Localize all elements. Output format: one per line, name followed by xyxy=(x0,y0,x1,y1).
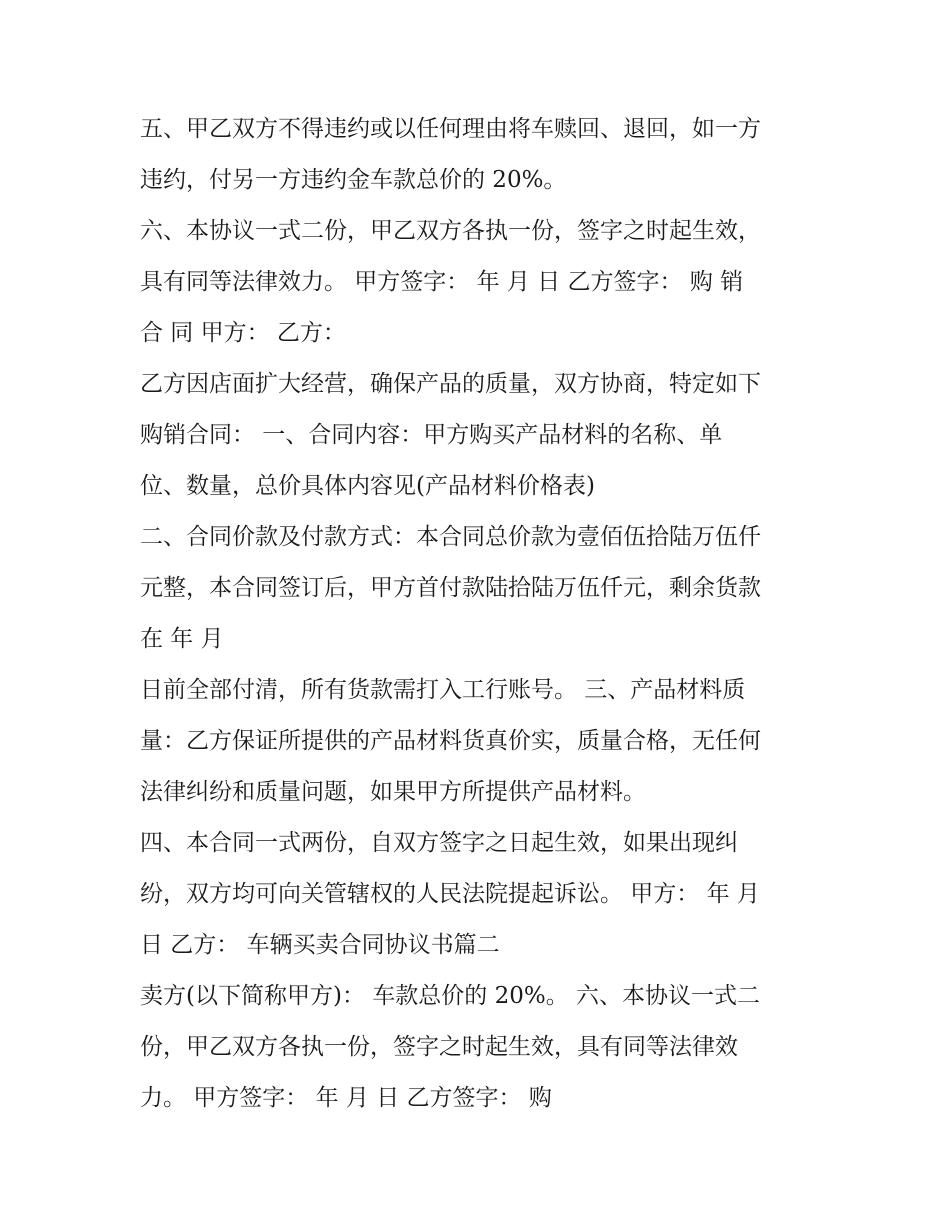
text-line: 纷，双方均可向关管辖权的人民法院提起诉讼。 甲方： 年 月 xyxy=(140,881,760,907)
text-line: 日前全部付清，所有货款需打入工行账号。 三、产品材料质 xyxy=(140,677,746,703)
text-line: 二、合同价款及付款方式：本合同总价款为壹佰伍拾陆万伍仟 xyxy=(140,524,761,550)
text-line: 在 年 月 xyxy=(140,626,224,652)
text-line: 法律纠纷和质量问题，如果甲方所提供产品材料。 xyxy=(140,779,646,805)
text-line: 乙方因店面扩大经营，确保产品的质量，双方协商，特定如下 xyxy=(140,371,761,397)
text-line: 元整，本合同签订后，甲方首付款陆拾陆万伍仟元，剩余货款 xyxy=(140,575,761,601)
text-line: 位、数量，总价具体内容见(产品材料价格表) xyxy=(140,473,595,499)
text-line: 力。 甲方签字： 年 月 日 乙方签字： 购 xyxy=(140,1085,552,1111)
text-line: 量：乙方保证所提供的产品材料货真价实，质量合格，无任何 xyxy=(140,728,761,754)
text-line: 合 同 甲方： 乙方： xyxy=(140,320,346,346)
text-line: 四、本合同一式两份，自双方签字之日起生效，如果出现纠 xyxy=(140,830,738,856)
text-line: 六、本协议一式二份，甲乙双方各执一份，签字之时起生效， xyxy=(140,218,761,244)
text-line: 具有同等法律效力。 甲方签字： 年 月 日 乙方签字： 购 销 xyxy=(140,269,744,295)
text-line: 五、甲乙双方不得违约或以任何理由将车赎回、退回，如一方 xyxy=(140,116,761,142)
document-body xyxy=(140,104,830,1124)
text-line: 违约，付另一方违约金车款总价的 20%。 xyxy=(140,167,567,193)
text-line: 购销合同： 一、合同内容：甲方购买产品材料的名称、单 xyxy=(140,422,723,448)
text-line: 卖方(以下简称甲方)： 车款总价的 20%。 六、本协议一式二 xyxy=(140,983,761,1009)
text-line: 日 乙方： 车辆买卖合同协议书篇二 xyxy=(140,932,500,958)
text-line: 份，甲乙双方各执一份，签字之时起生效，具有同等法律效 xyxy=(140,1034,738,1060)
